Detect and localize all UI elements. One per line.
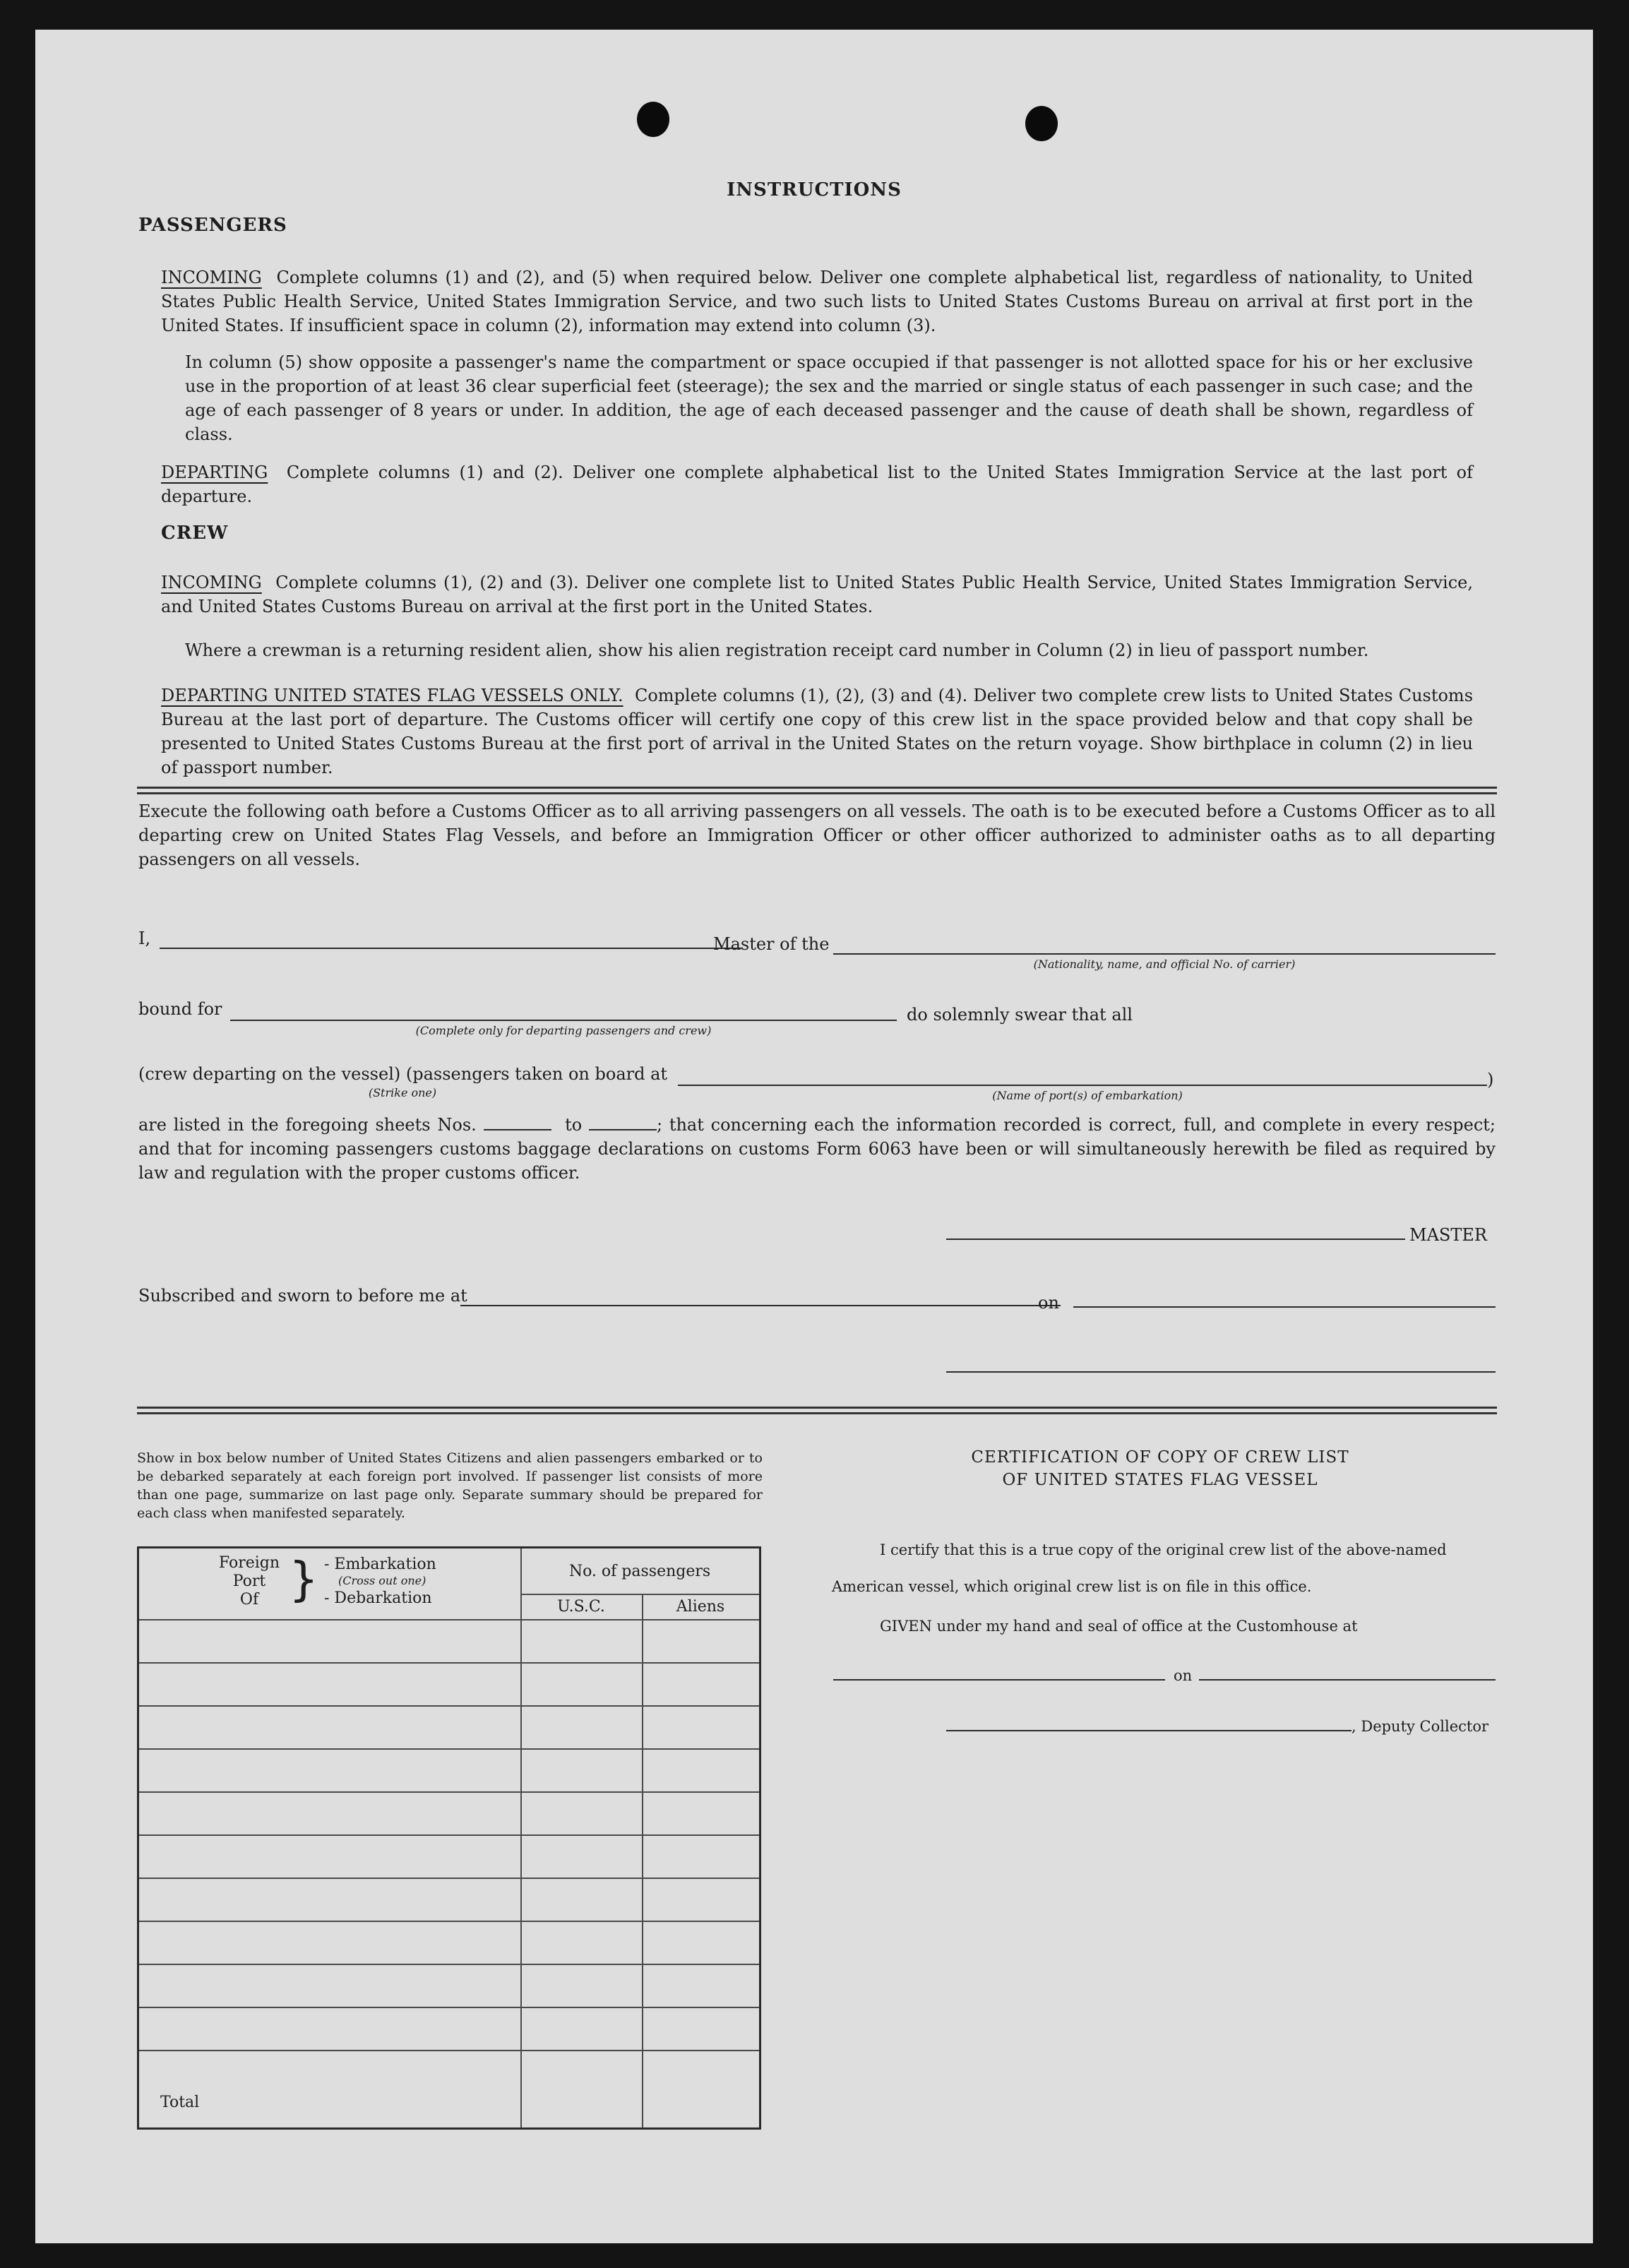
double-rule-top <box>137 787 1497 789</box>
passengers-column5-text: In column (5) show opposite a passenger's name the compartment or space occupied if that passenger is not allotted space for his or her exclusive use in the proportion of at least 36 clear superficial feet (steerage); the sex and the married or single status of each passenger in such case; and the age of each passenger of 8 years or under. In addition, the age of each deceased passenger and the cause of death shall be shown, regardless of class. <box>185 352 1473 444</box>
table-row[interactable] <box>139 1921 759 1922</box>
embarkation-port-field[interactable] <box>678 1085 1487 1086</box>
cert-date-field[interactable] <box>1199 1679 1496 1681</box>
master-signature-field[interactable] <box>946 1239 1405 1240</box>
sworn-place-field[interactable] <box>460 1305 1061 1306</box>
table-row[interactable] <box>139 1748 759 1750</box>
cert-on-label: on <box>1174 1667 1193 1684</box>
passengers-incoming-label: INCOMING <box>161 268 262 287</box>
double-rule-bottom <box>137 1407 1497 1409</box>
col-of: Of <box>239 1591 259 1609</box>
table-row[interactable] <box>139 1791 759 1793</box>
cross-out-caption: (Cross out one) <box>338 1574 426 1587</box>
oath-subscribed: Subscribed and sworn to before me at <box>138 1286 467 1306</box>
certify-text-1: I certify that this is a true copy of the original crew list of the above-named <box>880 1541 1447 1558</box>
oath-i-label: I, <box>138 929 151 948</box>
crew-heading: CREW <box>161 523 229 544</box>
double-rule-top-2 <box>137 792 1497 794</box>
carrier-caption: (Nationality, name, and official No. of carrier) <box>1033 957 1296 971</box>
oath-crew-passengers: (crew departing on the vessel) (passengers taken on board at <box>138 1064 668 1084</box>
oath-master-of: Master of the <box>713 934 830 954</box>
oath-on-label: on <box>1038 1293 1059 1313</box>
crew-departing-text <box>161 684 1473 780</box>
table-row[interactable] <box>139 2007 759 2008</box>
listed-to: to <box>565 1115 583 1135</box>
listed-text-1: are listed in the foregoing sheets Nos. <box>138 1115 477 1135</box>
crew-incoming-text <box>161 571 1473 619</box>
customhouse-place-field[interactable] <box>833 1679 1165 1681</box>
given-text: GIVEN under my hand and seal of office at the Customhouse at <box>880 1618 1358 1635</box>
crew-departing-body: Complete columns (1), (2), (3) and (4). Deliver two complete crew lists to United States Customs Bureau at the last port of departure. The Customs officer will certify one copy of this crew list in the space provided below and that copy shall be presented to United States Customs Bureau at the first port of arrival in the United States on the return voyage. Show birthplace in column (2) in lieu of passport number. <box>161 686 1474 777</box>
crew-incoming-label: INCOMING <box>161 573 262 592</box>
brace-icon: } <box>289 1552 318 1606</box>
crew-incoming-body: Complete columns (1), (2) and (3). Deliver one complete list to United States Public Health Service, United States Immigration Service, and United States Customs Bureau on arrival at the first port in the United States. <box>161 573 1473 616</box>
certification-title <box>826 1446 1494 1491</box>
table-row[interactable] <box>139 2050 759 2051</box>
sheet-to-field[interactable] <box>589 1115 657 1130</box>
table-row[interactable] <box>139 1878 759 1879</box>
no-passengers-header: No. of passengers <box>568 1563 711 1580</box>
passengers-departing-label: DEPARTING <box>161 462 268 482</box>
table-row[interactable] <box>139 1964 759 1965</box>
debarkation-label: - Debarkation <box>324 1589 432 1607</box>
usc-header: U.S.C. <box>557 1598 605 1616</box>
deputy-collector-label: , Deputy Collector <box>1351 1718 1489 1735</box>
total-label: Total <box>160 2094 200 2111</box>
listed-text-2: ; that concerning each the information recorded is correct, full, and complete in every respect; and that for incoming passengers customs baggage declarations on customs Form 6063 have been or will simultaneously herewith be filed as required by law and regulation with the proper customs officer. <box>138 1115 1496 1183</box>
master-name-field[interactable] <box>160 948 741 949</box>
deputy-signature-field[interactable] <box>946 1730 1351 1731</box>
oath-listed-paragraph <box>138 1113 1496 1185</box>
strike-caption: (Strike one) <box>368 1086 437 1099</box>
sworn-date-field[interactable] <box>1073 1306 1496 1308</box>
bound-for-field[interactable] <box>230 1020 897 1021</box>
certification-title-2: OF UNITED STATES FLAG VESSEL <box>1002 1471 1318 1489</box>
certification-title-1: CERTIFICATION OF COPY OF CREW LIST <box>971 1448 1349 1467</box>
passengers-incoming-body: Complete columns (1) and (2), and (5) when required below. Deliver one complete alphabetical list, regardless of nationality, to United States Public Health Service, United States Immigration Service, and two such lists to United States Customs Bureau on arrival at first port in the United States. If insufficient space in column (2), information may extend into column (3). <box>161 268 1473 335</box>
oath-intro: Execute the following oath before a Customs Officer as to all arriving passengers on all vessels. The oath is to be executed before a Customs Officer as to all departing crew on United States Flag Vessels, and before an Immigration Officer or other officer authorized to administer oaths as to all departing passengers on all vessels. <box>138 801 1496 869</box>
oath-close-paren: ) <box>1487 1070 1494 1090</box>
table-row[interactable] <box>139 1705 759 1707</box>
port-caption: (Name of port(s) of embarkation) <box>992 1089 1183 1102</box>
passengers-departing-text <box>161 460 1473 508</box>
table-row[interactable] <box>139 1662 759 1664</box>
col-port: Port <box>232 1572 266 1590</box>
officer-signature-field[interactable] <box>946 1371 1496 1373</box>
aliens-header: Aliens <box>676 1598 725 1616</box>
passengers-incoming-text <box>161 265 1473 338</box>
col-foreign: Foreign <box>218 1554 280 1572</box>
double-rule-bottom-2 <box>137 1412 1497 1414</box>
complete-caption: (Complete only for departing passengers and crew) <box>415 1024 712 1037</box>
document-page <box>35 30 1593 2243</box>
passengers-departing-body: Complete columns (1) and (2). Deliver one complete alphabetical list to the United States Immigration Service at the last port of departure. <box>161 462 1473 506</box>
crew-resident-text: Where a crewman is a returning resident alien, show his alien registration receipt card number in Column (2) in lieu of passport number. <box>185 640 1369 660</box>
table-row[interactable] <box>139 1834 759 1836</box>
summary-instructions: Show in box below number of United States Citizens and alien passengers embarked or to be debarked separately at each foreign port involved. If passenger list consists of more than one page, summarize on last page only. Separate summary should be prepared for each class when manifested separately. <box>137 1450 763 1521</box>
passengers-heading: PASSENGERS <box>138 215 287 236</box>
punch-hole-right <box>1025 106 1058 141</box>
embarkation-label: - Embarkation <box>324 1556 436 1573</box>
punch-hole-left <box>637 102 669 137</box>
oath-swear: do solemnly swear that all <box>907 1005 1133 1025</box>
page-title: INSTRUCTIONS <box>727 179 902 201</box>
sheet-from-field[interactable] <box>484 1115 551 1130</box>
passenger-summary-table <box>137 1546 761 2130</box>
crew-departing-label: DEPARTING UNITED STATES FLAG VESSELS ONLY. <box>161 686 623 705</box>
carrier-field[interactable] <box>833 953 1496 955</box>
oath-bound-for: bound for <box>138 999 222 1019</box>
certify-text-2: American vessel, which original crew list is on file in this office. <box>832 1578 1312 1595</box>
master-label: MASTER <box>1409 1225 1487 1245</box>
